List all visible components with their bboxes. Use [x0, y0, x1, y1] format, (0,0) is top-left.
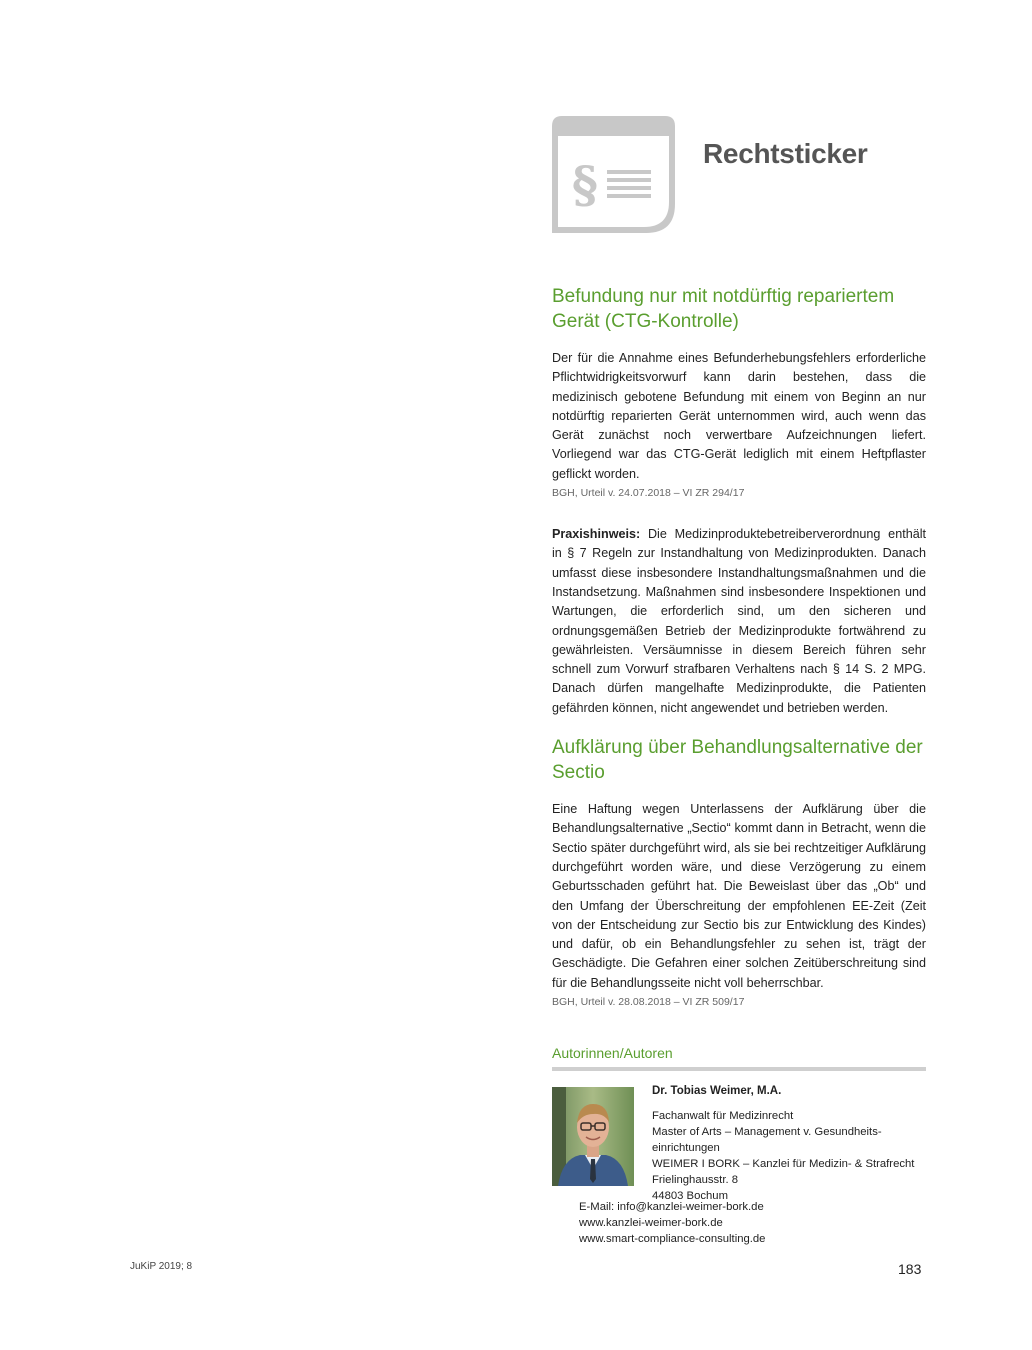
- author-card: [552, 1085, 926, 1255]
- author-detail-line: Master of Arts – Management v. Gesundheits-: [652, 1126, 882, 1139]
- author-detail-line: Fachanwalt für Medizinrecht: [652, 1110, 794, 1123]
- author-contact: [579, 1199, 765, 1247]
- page-number: 183: [898, 1261, 922, 1277]
- authors-heading: Autorinnen/Autoren: [552, 1045, 673, 1062]
- paragraph-document-icon: [552, 116, 675, 233]
- practice-note-text: Die Medizinproduktebetreiberverordnung enthält in § 7 Regeln zur Instandhaltung von Medizinprodukten. Danach umfasst diese insbesondere Instandhaltungsmaßnahmen und die Instandsetzung. Maßnahmen sind insbesondere Inspektionen und Wartungen, die erforderlich sind, um den sicheren und ordnungsgemäßen Betrieb der Medizinprodukte fortwährend zu gewährleisten. Versäumnisse in diesem Bereich führen sehr schnell zum Vorwurf strafbaren Verhaltens nach § 14 S. 2 MPG. Danach dürfen mangelhafte Medizinprodukte, die Patienten gefährden können, nicht angewendet und betrieben werden.: [552, 527, 926, 715]
- article-1-title: Befundung nur mit notdürftig repariertem Gerät (CTG-Kontrolle): [552, 286, 895, 332]
- rechtsticker-icon: [552, 116, 675, 233]
- author-detail-line: 44803 Bochum: [652, 1190, 728, 1203]
- section-title: Rechtsticker: [703, 138, 868, 169]
- author-details: [652, 1085, 926, 1204]
- article-column: [552, 284, 926, 1255]
- author-photo: [552, 1087, 634, 1186]
- paragraph-sign: §: [571, 155, 599, 214]
- journal-reference: JuKiP 2019; 8: [130, 1261, 193, 1272]
- author-detail-line: Frielinghausstr. 8: [652, 1174, 739, 1187]
- article-1-body: Der für die Annahme eines Befunderhebungsfehlers erforderliche Pflichtwidrigkeitsvorwurf kann darin bestehen, dass die medizinisch gebotene Befundung mit einem von Beginn an nur notdürftig reparierten Gerät unternommen wird, auch wenn das Gerät zunächst noch verwertbare Aufzeichnungen liefert. Vorliegend war das CTG-Gerät lediglich mit einem Heftpflaster geflickt worden.: [552, 351, 926, 481]
- article-2-title: Aufklärung über Behandlungsalternative der Sectio: [552, 737, 923, 784]
- author-detail-line: WEIMER I BORK – Kanzlei für Medizin- & Strafrecht: [652, 1158, 915, 1171]
- author-website-link[interactable]: www.smart-compliance-consulting.de: [579, 1233, 766, 1246]
- practice-note: [552, 525, 926, 718]
- author-detail-line: einrichtungen: [652, 1142, 720, 1155]
- author-email[interactable]: E-Mail: info@kanzlei-weimer-bork.de: [579, 1201, 764, 1214]
- author-website-link[interactable]: www.kanzlei-weimer-bork.de: [579, 1217, 723, 1230]
- article-1-citation: BGH, Urteil v. 24.07.2018 – VI ZR 294/17: [552, 487, 745, 500]
- practice-note-label: Praxishinweis:: [552, 527, 641, 542]
- author-name: Dr. Tobias Weimer, M.A.: [652, 1085, 782, 1098]
- article-2-body: Eine Haftung wegen Unterlassens der Aufklärung über die Behandlungsalternative „Sectio“ kommt dann in Betracht, wenn die Sectio später durchgeführt wird, als sie bei rechtzeitiger Aufklärung durchgeführt worden wäre, und diese Verzögerung zu einem Geburtsschaden geführt hat. Die Beweislast über das „Ob“ und den Umfang der Überschreitung der empfohlenen EE-Zeit (Zeit von der Entscheidung zur Sectio bis zur Entwicklung des Kindes) und dafür, ob ein Behandlungsfehler zu sehen ist, trägt der Geschädigte. Die Gefahren einer solchen Zeitüberschreitung sind für die Behandlungsseite nicht voll beherrschbar.: [552, 802, 926, 990]
- article-2-citation: BGH, Urteil v. 28.08.2018 – VI ZR 509/17: [552, 996, 745, 1009]
- authors-divider: [552, 1067, 926, 1071]
